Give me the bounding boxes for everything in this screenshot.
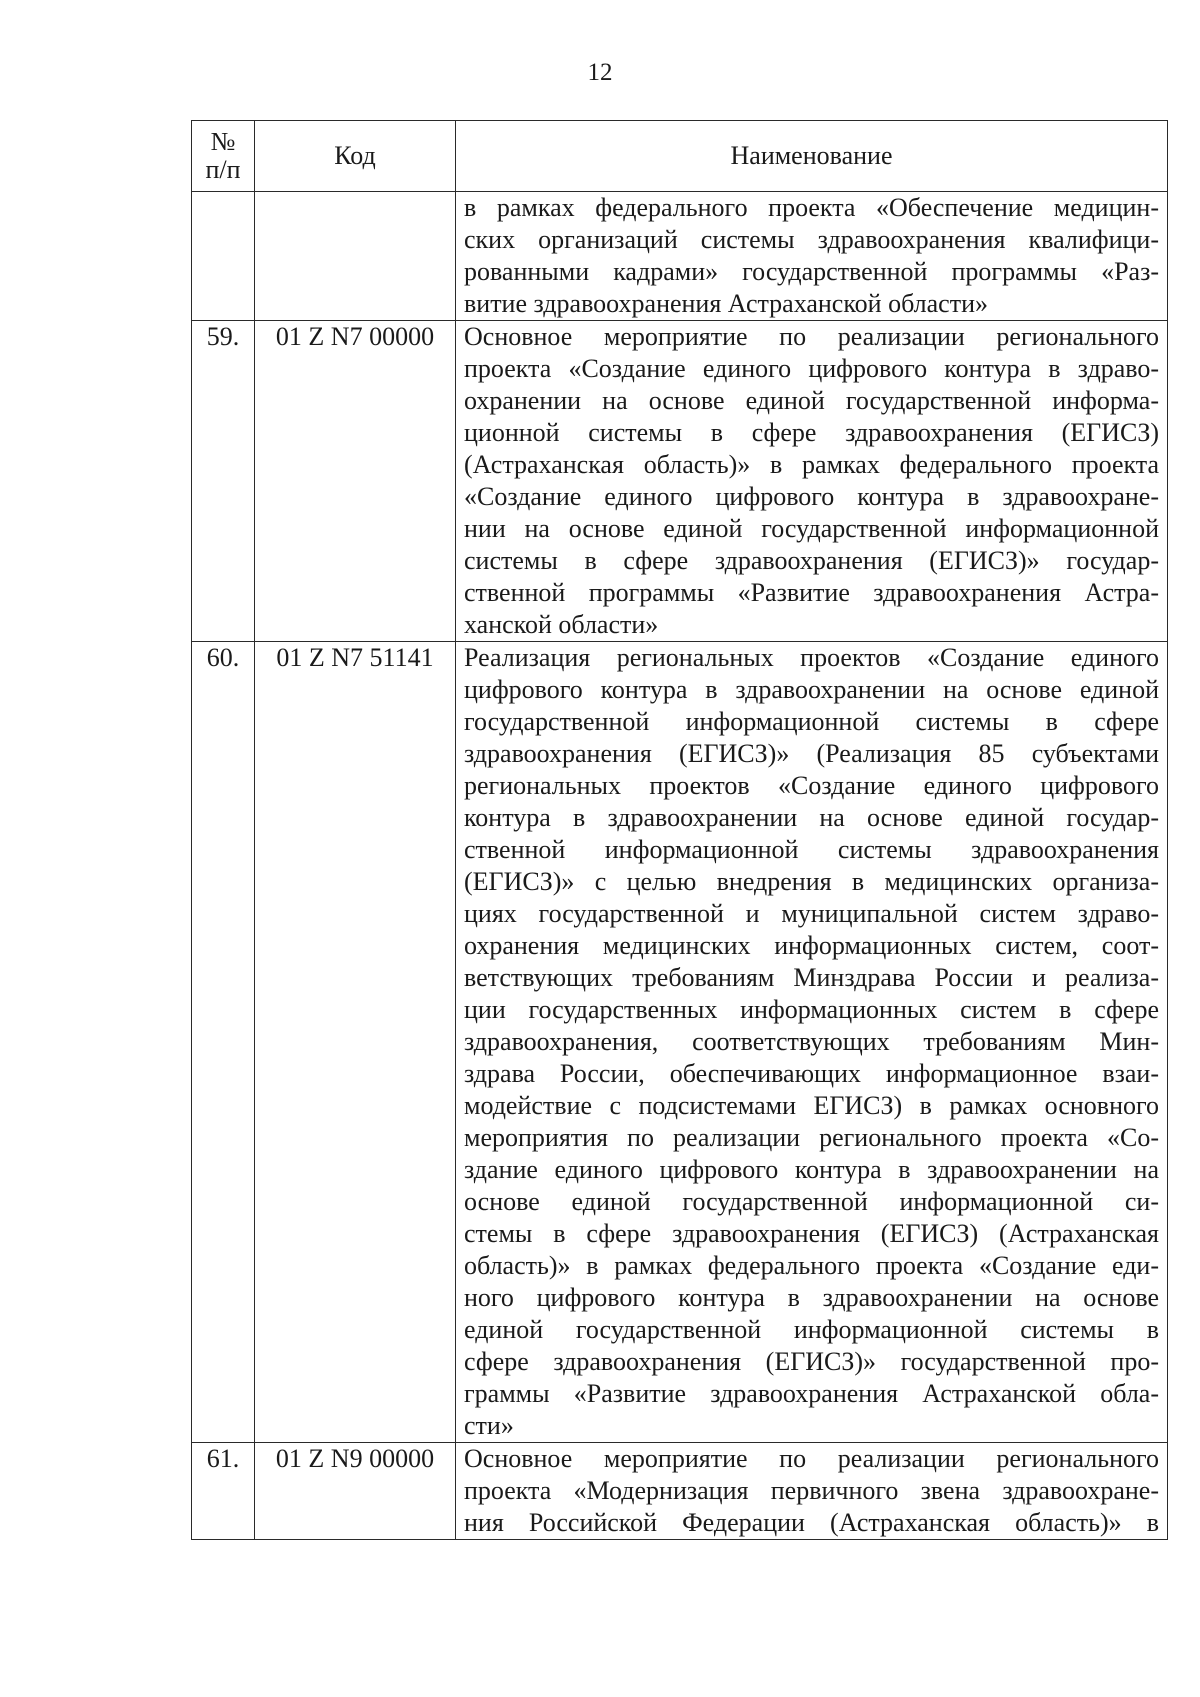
header-name: Наименование — [456, 121, 1168, 192]
row-number — [192, 192, 255, 321]
table-row — [192, 192, 1168, 321]
row-name-line: проекта «Модернизация первичного звена здравоохране- — [464, 1476, 1159, 1505]
table-row — [192, 642, 1168, 1443]
row-name-line: стемы в сфере здравоохранения (ЕГИСЗ) (Астраханская — [464, 1219, 1159, 1248]
row-name-line: ного цифрового контура в здравоохранении на основе — [464, 1283, 1159, 1312]
row-name-line: Основное мероприятие по реализации регионального — [464, 322, 1159, 351]
row-name-line: сти» — [464, 1411, 514, 1440]
row-name-line: здравоохранения, соответствующих требованиям Мин- — [464, 1027, 1159, 1056]
row-name — [456, 321, 1168, 642]
header-code: Код — [255, 121, 456, 192]
row-name — [456, 192, 1168, 321]
row-number: 61. — [192, 1443, 255, 1540]
row-name-line: единой государственной информационной системы в — [464, 1315, 1159, 1344]
row-name-line: ния Российской Федерации (Астраханская область)» в — [464, 1508, 1159, 1537]
row-name-line: цифрового контура в здравоохранении на основе единой — [464, 675, 1159, 704]
page-number: 12 — [587, 59, 613, 86]
row-name-line: здание единого цифрового контура в здравоохранении на — [464, 1155, 1159, 1184]
row-name-line: проекта «Создание единого цифрового контура в здраво- — [464, 354, 1159, 383]
row-name-line: Основное мероприятие по реализации регионального — [464, 1444, 1159, 1473]
row-name-line: здравоохранения (ЕГИСЗ)» (Реализация 85 субъектами — [464, 739, 1159, 768]
row-name-line: граммы «Развитие здравоохранения Астраханской обла- — [464, 1379, 1159, 1408]
table-row — [192, 1443, 1168, 1540]
row-name-line: ственной информационной системы здравоохранения — [464, 835, 1159, 864]
header-number-abbrev: п/п — [205, 155, 241, 184]
row-name-line: рованными кадрами» государственной программы «Раз- — [464, 257, 1159, 286]
row-name — [456, 642, 1168, 1443]
row-name-line: здрава России, обеспечивающих информационное взаи- — [464, 1059, 1159, 1088]
row-name-line: основе единой государственной информационной си- — [464, 1187, 1159, 1216]
row-name — [456, 1443, 1168, 1540]
header-number — [192, 121, 255, 192]
row-name-line: (Астраханская область)» в рамках федерального проекта — [464, 450, 1159, 479]
row-name-line: охранении на основе единой государственной информа- — [464, 386, 1159, 415]
row-name-line: региональных проектов «Создание единого цифрового — [464, 771, 1159, 800]
row-number: 59. — [192, 321, 255, 642]
row-name-line: ских организаций системы здравоохранения квалифици- — [464, 225, 1159, 254]
row-name-line: системы в сфере здравоохранения (ЕГИСЗ)» государ- — [464, 546, 1159, 575]
row-name-line: Реализация региональных проектов «Создание единого — [464, 643, 1159, 672]
row-name-line: циях государственной и муниципальной систем здраво- — [464, 899, 1159, 928]
table-header-row — [192, 121, 1168, 192]
row-name-line: в рамках федерального проекта «Обеспечение медицин- — [464, 193, 1159, 222]
row-name-line: ственной программы «Развитие здравоохранения Астра- — [464, 578, 1159, 607]
row-name-line: нии на основе единой государственной информационной — [464, 514, 1159, 543]
row-name-line: ханской области» — [464, 610, 659, 639]
row-name-line: область)» в рамках федерального проекта «Создание еди- — [464, 1251, 1159, 1280]
row-name-line: мероприятия по реализации регионального проекта «Со- — [464, 1123, 1159, 1152]
row-name-line: витие здравоохранения Астраханской области» — [464, 289, 988, 318]
row-name-line: модействие с подсистемами ЕГИСЗ) в рамках основного — [464, 1091, 1159, 1120]
row-name-line: (ЕГИСЗ)» с целью внедрения в медицинских организа- — [464, 867, 1159, 896]
row-name-line: ции государственных информационных систем в сфере — [464, 995, 1159, 1024]
row-name-line: «Создание единого цифрового контура в здравоохране- — [464, 482, 1159, 511]
row-name-line: сфере здравоохранения (ЕГИСЗ)» государственной про- — [464, 1347, 1159, 1376]
row-code — [255, 192, 456, 321]
budget-code-table — [191, 120, 1168, 1540]
row-name-line: ционной системы в сфере здравоохранения (ЕГИСЗ) — [464, 418, 1159, 447]
row-code: 01 Z N7 00000 — [255, 321, 456, 642]
row-name-line: ветствующих требованиям Минздрава России и реализа- — [464, 963, 1159, 992]
row-code: 01 Z N9 00000 — [255, 1443, 456, 1540]
row-name-line: контура в здравоохранении на основе единой государ- — [464, 803, 1159, 832]
table-body — [192, 192, 1168, 1540]
row-name-line: государственной информационной системы в сфере — [464, 707, 1159, 736]
header-number-symbol: № — [210, 127, 236, 156]
row-number: 60. — [192, 642, 255, 1443]
table-row — [192, 321, 1168, 642]
row-code: 01 Z N7 51141 — [255, 642, 456, 1443]
row-name-line: охранения медицинских информационных систем, соот- — [464, 931, 1159, 960]
